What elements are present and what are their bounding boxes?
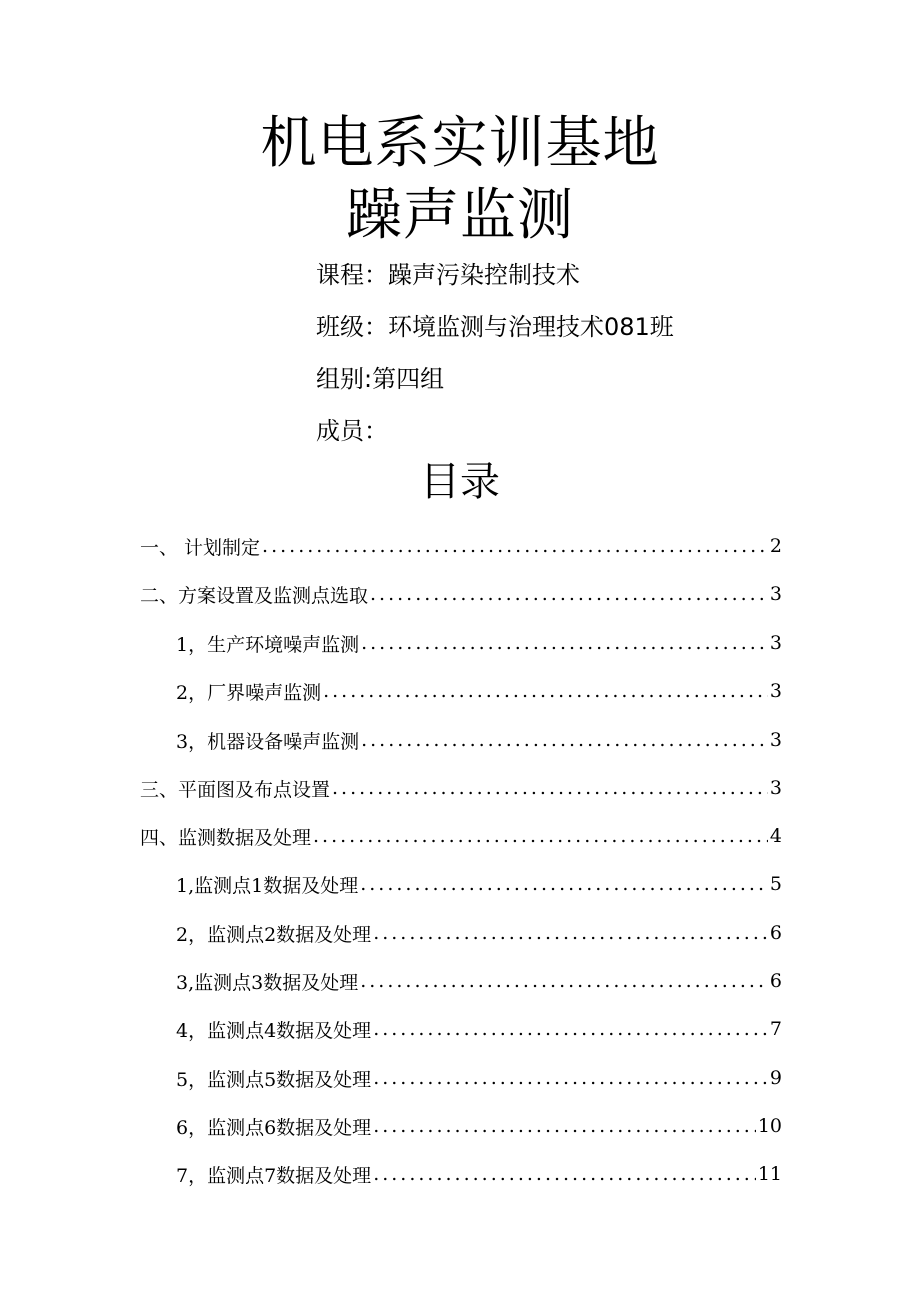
toc-entry[interactable] [176,1060,782,1096]
toc-entry-label: 7，监测点7数据及处理 [176,1164,372,1187]
toc-entry-page: 6 [769,970,782,992]
toc-entry-label: 4，监测点4数据及处理 [176,1019,372,1042]
toc-leader-dots [313,825,768,847]
info-block [316,258,674,466]
toc-entry-label: 3,监测点3数据及处理 [176,971,359,994]
toc-entry-page: 3 [769,583,782,605]
document-title [0,108,920,252]
toc-entry[interactable] [176,722,782,758]
toc-entry-label: 二、方案设置及监测点选取 [140,584,369,607]
toc-leader-dots [360,873,768,895]
toc-entry[interactable] [140,576,782,612]
toc-entry-page: 3 [769,729,782,751]
toc-leader-dots [360,970,768,992]
info-members: 成员： [316,417,388,445]
toc-entry-page: 11 [757,1163,782,1185]
toc-leader-dots [332,777,768,799]
toc-entry-label: 2，监测点2数据及处理 [176,923,372,946]
toc-entry-page: 3 [769,777,782,799]
toc-entry-page: 9 [769,1067,782,1089]
toc-entry-page: 3 [769,680,782,702]
toc-leader-dots [323,680,768,702]
toc-entry[interactable] [140,528,782,564]
toc-entry[interactable] [176,1011,782,1047]
toc-leader-dots [262,535,768,557]
toc-leader-dots [361,729,768,751]
toc-entry-label: 四、监测数据及处理 [140,826,312,849]
toc-entry-label: 1，生产环境噪声监测 [176,633,360,656]
info-course: 课程：躁声污染控制技术 [316,261,580,289]
toc-entry[interactable] [176,963,782,999]
toc-entry[interactable] [176,866,782,902]
toc-entry[interactable] [176,1108,782,1144]
title-line-2: 躁声监测 [346,183,574,248]
toc-leader-dots [373,1018,768,1040]
info-class: 班级：环境监测与治理技术081班 [316,313,674,341]
title-line-1: 机电系实训基地 [260,111,660,176]
toc-entry-label: 一、 计划制定 [140,536,261,559]
toc-entry-label: 3，机器设备噪声监测 [176,730,360,753]
toc-entry[interactable] [176,915,782,951]
toc-entry[interactable] [176,673,782,709]
toc-entry[interactable] [140,770,782,806]
toc-entry-label: 5，监测点5数据及处理 [176,1068,372,1091]
toc-entry-page: 7 [769,1018,782,1040]
toc-leader-dots [373,1067,768,1089]
toc-leader-dots [373,922,768,944]
info-group: 组别:第四组 [316,365,445,393]
toc-leader-dots [361,632,768,654]
toc-entry-page: 6 [769,922,782,944]
toc-entry-page: 10 [757,1115,782,1137]
toc-entry[interactable] [176,625,782,661]
toc-entry-page: 5 [769,873,782,895]
toc-heading: 目录 [420,459,500,505]
toc-entry-page: 3 [769,632,782,654]
toc-entry-label: 1,监测点1数据及处理 [176,874,359,897]
toc-entry-page: 2 [769,535,782,557]
toc-entry-label: 三、平面图及布点设置 [140,778,331,801]
toc-entry-label: 2，厂界噪声监测 [176,681,322,704]
toc-leader-dots [370,583,768,605]
toc-entry[interactable] [140,818,782,854]
toc-leader-dots [373,1115,756,1137]
toc-entry-label: 6，监测点6数据及处理 [176,1116,372,1139]
toc-entry[interactable] [176,1156,782,1192]
toc-entry-page: 4 [769,825,782,847]
toc-leader-dots [373,1163,756,1185]
